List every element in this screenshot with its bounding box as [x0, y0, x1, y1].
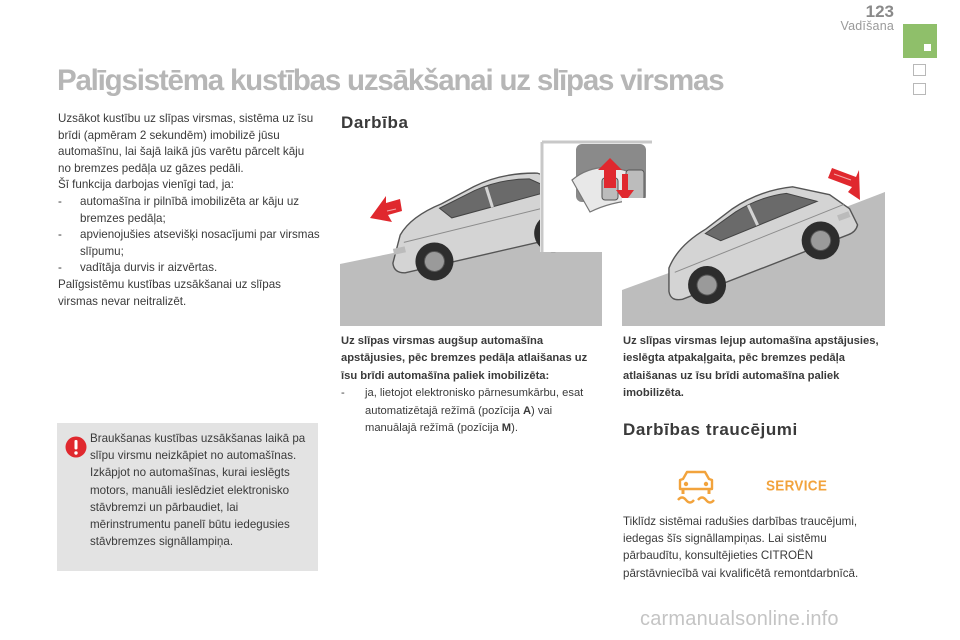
warning-box — [57, 423, 318, 571]
watermark: carmanualsonline.info — [640, 608, 839, 630]
operation-heading: Darbība — [341, 113, 409, 132]
arrow-forward-icon — [370, 196, 402, 222]
uphill-item-middle: ) vai manuālajā režīmā (pozīcija — [365, 404, 553, 435]
condition-text: automašīna ir pilnībā imobilizēta ar kāju uz bremzes pedāļa; — [80, 194, 300, 225]
chapter-tab-mark — [924, 44, 931, 51]
hill-start-illustration — [340, 140, 885, 326]
intro-paragraph: Uzsākot kustību uz slīpas virsmas, sistēma uz īsu brīdi (apmēram 2 sekundēm) imobilizē jūsu automašīnu, lai šajā laikā jūs varētu pārcelt kāju no bremzes pedāļa uz gāzes pedāli. — [58, 112, 314, 175]
list-dash: - — [58, 194, 62, 208]
condition-item — [58, 260, 320, 277]
chapter-tab-empty-1 — [913, 64, 926, 76]
warning-text-1: Braukšanas kustības uzsākšanas laikā pa slīpu virsmu neizkāpiet no automašīnas. — [90, 432, 306, 463]
skidding-car-icon — [674, 469, 718, 505]
conditions-list — [58, 194, 320, 277]
condition-text: apvienojušies atsevišķi nosacījumi par virsmas slīpumu; — [80, 228, 320, 258]
condition-item — [58, 194, 320, 227]
list-dash: - — [341, 387, 345, 400]
chapter-tab-empty-2 — [913, 83, 926, 95]
chapter-tab — [903, 24, 937, 58]
mode-a-label: A — [522, 404, 532, 417]
warning-text — [90, 430, 312, 550]
page-title: Palīgsistēma kustības uzsākšanai uz slīpas virsmas — [57, 64, 724, 97]
conditions-intro: Šī funkcija darbojas vienīgi tad, ja: — [58, 178, 234, 192]
condition-item — [58, 227, 320, 260]
list-dash: - — [58, 228, 62, 242]
neutralize-note: Palīgsistēmu kustības uzsākšanai uz slīpas virsmas nevar neitralizēt. — [58, 277, 281, 308]
warning-text-2: Izkāpjot no automašīnas, kurai ieslēgts motors, manuāli ieslēdziet elektronisko stāvbremzi un pārbaudiet, lai mērinstrumentu panelī būtu iedegusies stāvbremzes signāllampiņa. — [90, 466, 290, 549]
mode-m-label: M — [501, 422, 512, 435]
page-number: 123 — [865, 2, 894, 21]
downhill-caption: Uz slīpas virsmas lejup automašīna apstājusies, ieslēgta atpakaļgaita, pēc bremzes pedāļa atlaišanas uz īsu brīdi automašīna paliek imobilizēta. — [623, 335, 879, 400]
uphill-item-after: ). — [511, 422, 518, 435]
intro-column — [58, 111, 320, 310]
list-dash: - — [58, 261, 62, 275]
uphill-item-before: ja, lietojot elektronisko pārnesumkārbu, esat automatizētajā režīmā (pozīcija — [365, 387, 584, 417]
downhill-car-scene — [622, 167, 885, 326]
uphill-caption — [341, 333, 605, 437]
uphill-caption-item — [341, 385, 605, 437]
uphill-caption-bold: Uz slīpas virsmas augšup automašīna apstājusies, pēc bremzes pedāļa atlaišanas uz īsu brīdi automašīna paliek imobilizēta: — [341, 335, 588, 382]
malfunction-text: Tiklīdz sistēmai radušies darbības traucējumi, iedegas šīs signāllampiņas. Lai sistēmu pārbaudītu, konsultējieties CITROËN pārstāvniecībā vai kvalificētā remontdarbnīcā. — [623, 515, 859, 580]
exclamation-icon — [65, 436, 87, 458]
malfunction-heading: Darbības traucējumi — [623, 420, 798, 439]
section-name: Vadīšana — [840, 19, 894, 33]
arrow-reverse-icon — [828, 168, 860, 200]
service-warning-label: SERVICE — [766, 477, 828, 494]
condition-text: vadītāja durvis ir aizvērtas. — [80, 261, 218, 275]
